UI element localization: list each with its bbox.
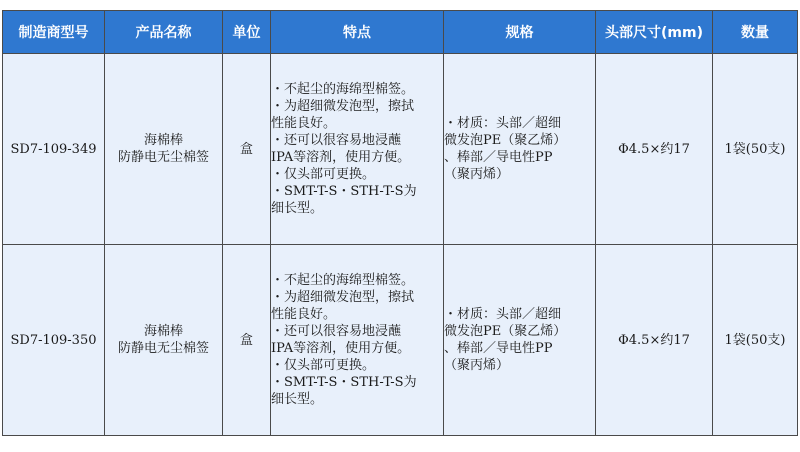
- spec-line: 、棒部／导电性PP: [444, 341, 553, 356]
- product-name-line: 防静电无尘棉签: [117, 341, 209, 356]
- feature-line: 性能良好。: [271, 116, 337, 131]
- spec-line: 微发泡PE（聚乙烯）: [444, 324, 567, 339]
- header-quantity: 数量: [713, 11, 798, 54]
- feature-line: ・仅头部可更换。: [271, 358, 376, 373]
- specification-cell: [444, 54, 596, 245]
- feature-line: ・还可以很容易地浸蘸: [271, 133, 402, 148]
- product-name-line: 防静电无尘棉签: [117, 150, 209, 165]
- features-cell: [271, 245, 444, 436]
- spec-line: ・材质：头部／超细: [444, 116, 562, 131]
- feature-line: ・为超细微发泡型，擦拭: [271, 290, 415, 305]
- table-header-row: [3, 11, 798, 54]
- feature-line: 细长型。: [271, 392, 324, 407]
- feature-line: IPA等溶剂，使用方便。: [271, 150, 411, 165]
- quantity-cell: 1袋(50支): [713, 54, 798, 245]
- feature-line: ・SMT-T-S・STH-T-S为: [271, 375, 417, 390]
- header-model: 制造商型号: [3, 11, 105, 54]
- product-name-cell: [105, 54, 223, 245]
- header-unit: 单位: [223, 11, 271, 54]
- header-product-name: 产品名称: [105, 11, 223, 54]
- feature-line: IPA等溶剂，使用方便。: [271, 341, 411, 356]
- feature-line: 细长型。: [271, 201, 324, 216]
- feature-line: ・为超细微发泡型，擦拭: [271, 99, 415, 114]
- head-size-cell: Φ4.5×约17: [596, 245, 713, 436]
- specification-cell: [444, 245, 596, 436]
- product-spec-table: [2, 10, 798, 436]
- quantity-cell: 1袋(50支): [713, 245, 798, 436]
- unit-cell: 盒: [223, 54, 271, 245]
- table-row: [3, 245, 798, 436]
- features-cell: [271, 54, 444, 245]
- feature-line: 性能良好。: [271, 307, 337, 322]
- table-row: [3, 54, 798, 245]
- spec-line: ・材质：头部／超细: [444, 307, 562, 322]
- product-spec-table-container: [2, 10, 798, 436]
- feature-line: ・还可以很容易地浸蘸: [271, 324, 402, 339]
- spec-line: 、棒部／导电性PP: [444, 150, 553, 165]
- product-name-line: 海棉棒: [143, 133, 183, 148]
- product-name-line: 海棉棒: [143, 324, 183, 339]
- header-specification: 规格: [444, 11, 596, 54]
- feature-line: ・仅头部可更换。: [271, 167, 376, 182]
- model-cell: SD7-109-349: [3, 54, 105, 245]
- header-features: 特点: [271, 11, 444, 54]
- head-size-cell: Φ4.5×约17: [596, 54, 713, 245]
- feature-line: ・不起尘的海绵型棉签。: [271, 273, 415, 288]
- unit-cell: 盒: [223, 245, 271, 436]
- header-head-size: 头部尺寸(mm): [596, 11, 713, 54]
- spec-line: （聚丙烯）: [444, 358, 510, 373]
- model-cell: SD7-109-350: [3, 245, 105, 436]
- spec-line: （聚丙烯）: [444, 167, 510, 182]
- spec-line: 微发泡PE（聚乙烯）: [444, 133, 567, 148]
- product-name-cell: [105, 245, 223, 436]
- feature-line: ・不起尘的海绵型棉签。: [271, 82, 415, 97]
- feature-line: ・SMT-T-S・STH-T-S为: [271, 184, 417, 199]
